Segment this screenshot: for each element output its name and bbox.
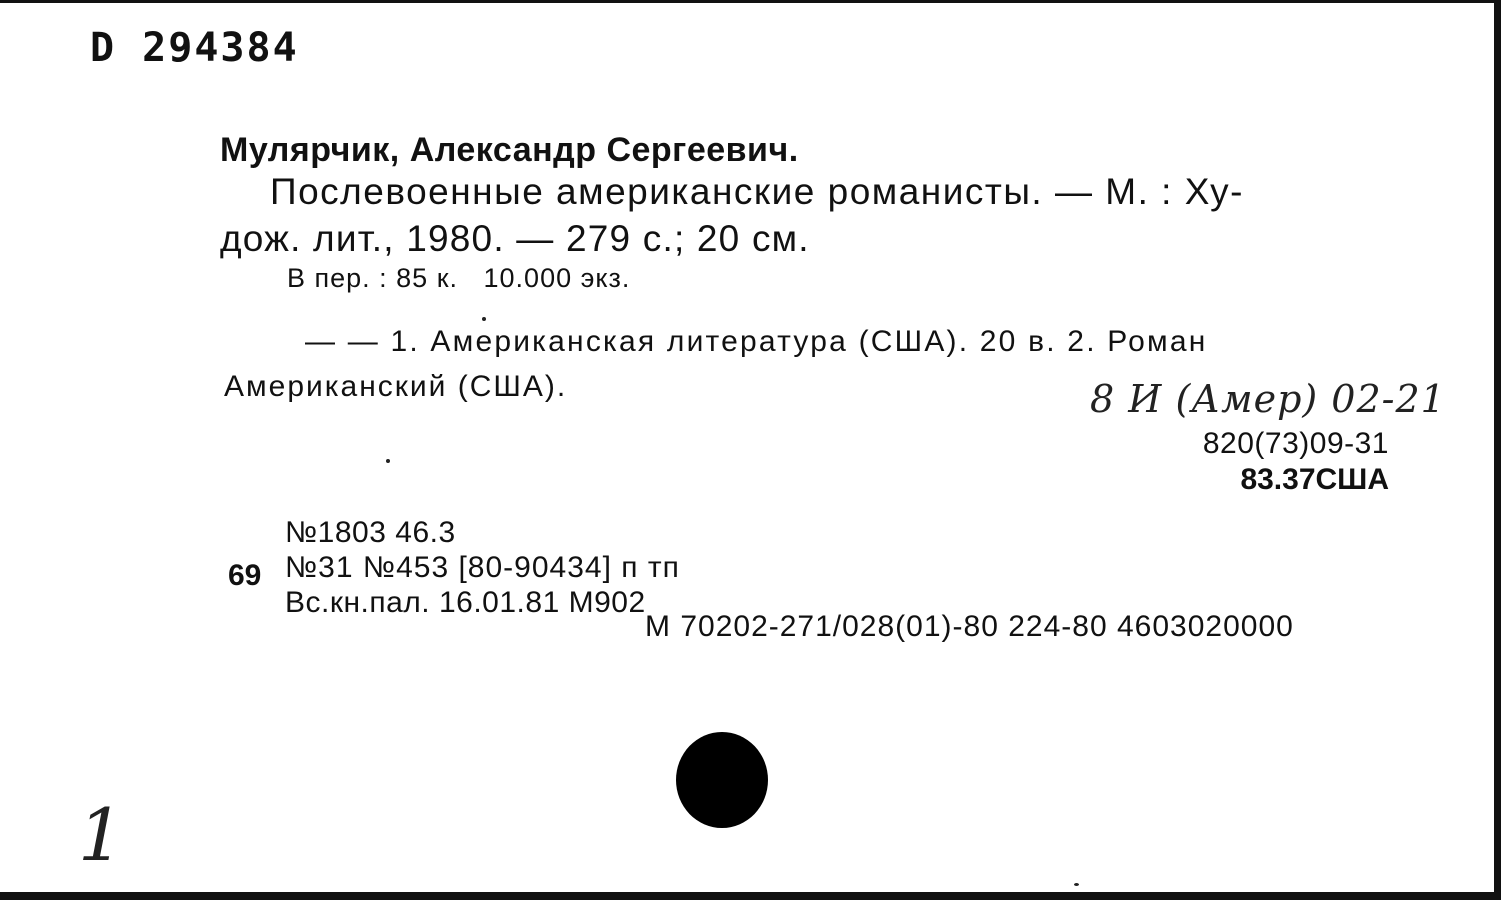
print-speck xyxy=(1074,883,1079,886)
catalog-line-2-number: 69 xyxy=(228,559,262,592)
subject-headings-line-2: Американский (США). xyxy=(224,370,568,403)
title-line-2: дож. лит., 1980. — 279 с.; 20 см. xyxy=(220,218,810,259)
bbk-classification: 83.37США xyxy=(1240,463,1389,496)
catalog-line-4: М 70202-271/028(01)-80 224-80 4603020000 xyxy=(645,610,1294,643)
author-heading: Мулярчик, Александр Сергеевич. xyxy=(220,131,799,169)
print-speck xyxy=(482,317,486,321)
udc-classification: 820(73)09-31 xyxy=(1202,427,1389,460)
accession-stamp: D 294384 xyxy=(90,25,299,71)
catalog-line-2: №31 №453 [80-90434] п тп xyxy=(285,551,680,584)
price-print-run: В пер. : 85 к. 10.000 экз. xyxy=(287,263,631,293)
subject-headings-line-1: — — 1. Американская литература (США). 20 в. 2. Роман xyxy=(305,325,1208,358)
catalog-line-3: Вс.кн.пал. 16.01.81 М902 xyxy=(285,586,646,619)
title-line-1: Послевоенные американские романисты. — М. : Ху- xyxy=(270,171,1244,212)
handwritten-shelf-code: 8 И (Амер) 02-21 xyxy=(1090,377,1446,421)
punch-hole xyxy=(676,732,768,828)
catalog-line-1: №1803 46.3 xyxy=(285,516,456,549)
handwritten-mark: 1 xyxy=(78,793,124,877)
print-speck xyxy=(386,459,390,463)
